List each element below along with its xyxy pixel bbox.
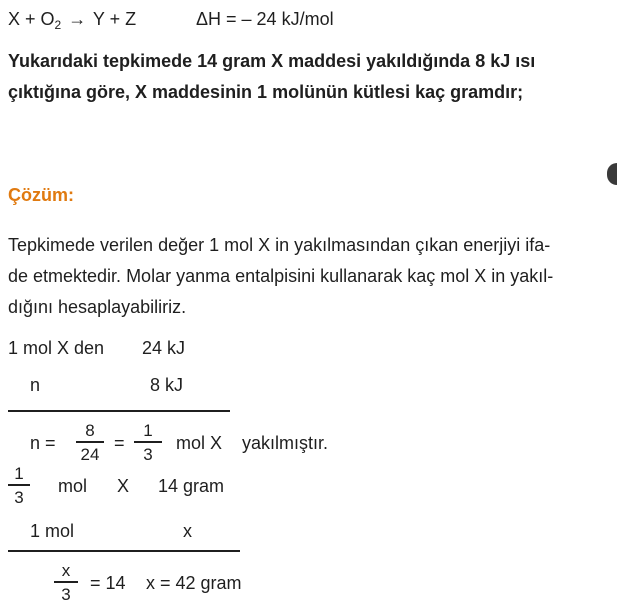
question-line-2: çıktığına göre, X maddesinin 1 molünün kütlesi kaç gramdır; <box>8 82 524 102</box>
fraction-8-over-24 <box>76 422 104 463</box>
o2-subscript: 2 <box>54 18 62 32</box>
reaction-equation <box>8 9 137 32</box>
prop1-divider <box>8 410 230 412</box>
fraction-numerator: 1 <box>14 464 24 483</box>
prop2-row2-right: x <box>183 521 192 541</box>
fraction-1-over-3-mol <box>8 465 30 506</box>
solution-line-2: de etmektedir. Molar yanma entalpisini kullanarak kaç mol X in yakıl- <box>8 266 554 286</box>
reaction-reactants: X + O <box>8 9 55 29</box>
fraction-bar <box>76 441 104 443</box>
result2-equals-14: = 14 <box>90 573 126 593</box>
prop1-row1-right: 24 kJ <box>142 338 186 358</box>
fraction-denominator: 3 <box>143 444 153 464</box>
fraction-1-over-3 <box>134 422 162 463</box>
fraction-bar <box>134 441 162 443</box>
prop1-row2-right: 8 kJ <box>150 375 184 395</box>
result1-unit: mol X <box>176 433 223 453</box>
reaction-products: Y + Z <box>92 9 137 29</box>
fraction-numerator: 8 <box>85 421 95 440</box>
fraction-denominator: 3 <box>61 584 71 604</box>
prop2-row2-left: 1 mol <box>30 521 75 541</box>
prop1-row1-left: 1 mol X den <box>8 338 105 358</box>
fraction-numerator: 1 <box>143 421 153 440</box>
fraction-denominator: 3 <box>14 487 24 507</box>
fraction-bar <box>54 581 78 583</box>
result1-verb: yakılmıştır. <box>242 433 329 453</box>
fraction-x-over-3 <box>54 562 78 603</box>
question-line-1: Yukarıdaki tepkimede 14 gram X maddesi yakıldığında 8 kJ ısı <box>8 51 536 71</box>
prop2-divider <box>8 550 240 552</box>
result1-n-equals: n = <box>30 433 56 453</box>
solution-heading: Çözüm: <box>8 185 74 205</box>
prop1-row2-left: n <box>30 375 41 395</box>
result2-answer: x = 42 gram <box>146 573 242 593</box>
solution-line-1: Tepkimede verilen değer 1 mol X in yakılmasından çıkan enerjiyi ifa- <box>8 235 551 255</box>
fraction-bar <box>8 484 30 486</box>
prop2-row1-mol: mol <box>58 476 88 496</box>
fraction-denominator: 24 <box>80 444 100 464</box>
fraction-numerator: x <box>61 561 71 580</box>
result1-equals: = <box>114 433 125 453</box>
pen-tip-icon <box>607 163 617 185</box>
reaction-enthalpy: ΔH = – 24 kJ/mol <box>196 9 334 29</box>
reaction-arrow: → <box>68 9 87 29</box>
solution-line-3: dığını hesaplayabiliriz. <box>8 297 187 317</box>
prop2-row1-right: 14 gram <box>158 476 225 496</box>
prop2-row1-x: X <box>117 476 130 496</box>
